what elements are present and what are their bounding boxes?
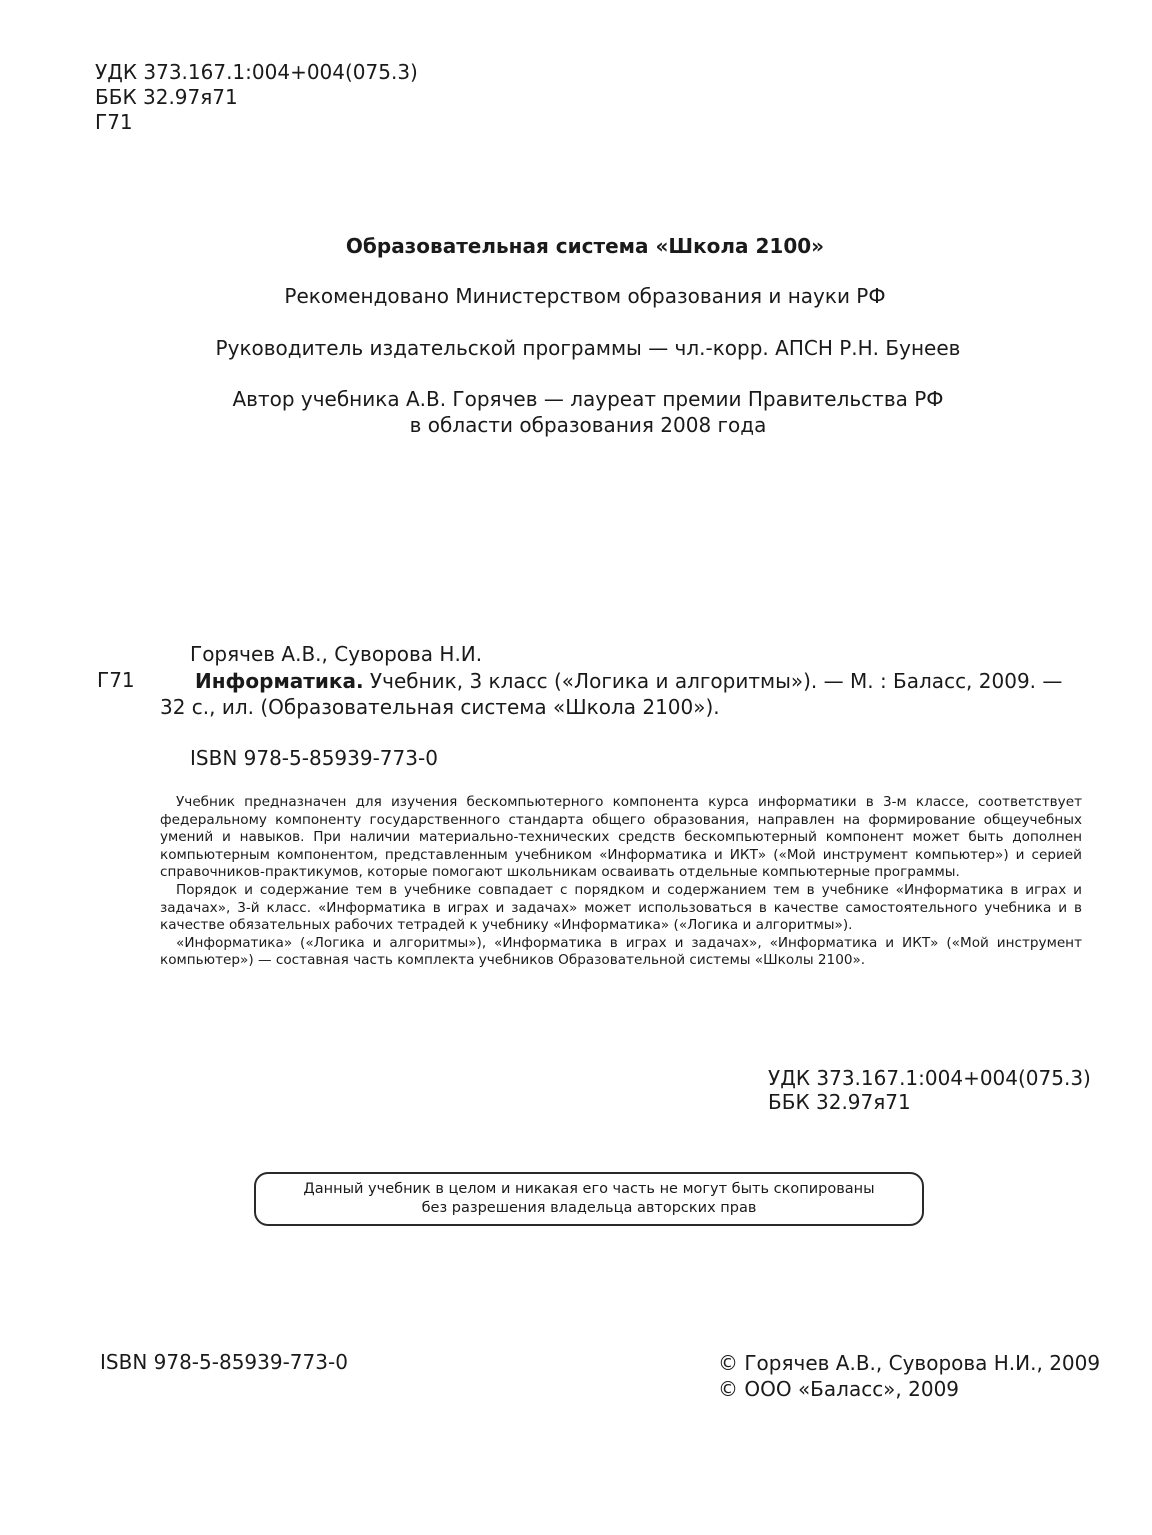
bibliographic-author-mark: Г71 xyxy=(97,668,135,692)
classification-codes xyxy=(768,1066,1091,1114)
author-award-line-2: в области образования 2008 года xyxy=(409,413,767,437)
author-award-block xyxy=(0,386,1152,438)
udk-code: УДК 373.167.1:004+004(075.3) xyxy=(95,60,418,84)
copyright-authors: © Горячев А.В., Суворова Н.И., 2009 xyxy=(718,1351,1101,1375)
series-title: Образовательная система «Школа 2100» xyxy=(345,234,825,258)
book-title: Информатика. xyxy=(195,669,364,693)
bbk-code: ББК 32.97я71 xyxy=(95,85,238,109)
udk-code: УДК 373.167.1:004+004(075.3) xyxy=(768,1066,1091,1090)
copyright-notice-box xyxy=(254,1172,924,1226)
program-director-line: Руководитель издательской программы — чл.-корр. АПСН Р.Н. Бунеев xyxy=(215,336,961,360)
annotation xyxy=(160,794,1082,970)
copyright-notice-line-2: без разрешения владельца авторских прав xyxy=(421,1200,757,1216)
bibliographic-description xyxy=(160,668,1080,720)
footer-copyright xyxy=(718,1350,1100,1402)
bbk-code: ББК 32.97я71 xyxy=(768,1090,911,1114)
footer-isbn: ISBN 978-5-85939-773-0 xyxy=(100,1350,348,1374)
annotation-paragraph: «Информатика» («Логика и алгоритмы»), «Информатика в играх и задачах», «Информатика и ИКТ» («Мой инструмент компьютер») — составная часть комплекта учебников Образовательной системы «Школы 2100». xyxy=(160,934,1082,969)
copyright-publisher: © ООО «Баласс», 2009 xyxy=(718,1377,960,1401)
recommendation-line: Рекомендовано Министерством образования и науки РФ xyxy=(284,284,886,308)
copyright-notice-line-1: Данный учебник в целом и никакая его часть не могут быть скопированы xyxy=(303,1181,875,1197)
author-mark: Г71 xyxy=(95,110,133,134)
annotation-paragraph: Порядок и содержание тем в учебнике совпадает с порядком и содержанием тем в учебнике «Информатика в играх и задачах», 3-й класс. «Информатика в играх и задачах» может использоваться в качестве самостоятельного учебника и в качестве обязательных рабочих тетрадей к учебнику «Информатика» («Логика и алгоритмы»). xyxy=(160,881,1082,934)
book-description: Учебник, 3 класс («Логика и алгоритмы»). — М. : Баласс, 2009. — 32 с., ил. (Образовательная система «Школа 2100»). xyxy=(160,669,1063,719)
bibliographic-isbn: ISBN 978-5-85939-773-0 xyxy=(190,746,438,770)
top-classification-codes xyxy=(95,60,418,135)
bibliographic-authors: Горячев А.В., Суворова Н.И. xyxy=(190,642,483,666)
author-award-line-1: Автор учебника А.В. Горячев — лауреат премии Правительства РФ xyxy=(232,387,944,411)
annotation-paragraph: Учебник предназначен для изучения бескомпьютерного компонента курса информатики в 3-м классе, соответствует федеральному компоненту государственного стандарта общего образования, направлен на формирование общеучебных умений и навыков. При наличии материально-технических средств бескомпьютерный компонент может быть дополнен компьютерным компонентом, представленным учебником «Информатика и ИКТ» («Мой инструмент компьютер») и серией справочников-практикумов, которые помогают школьникам осваивать отдельные компьютерные программы. xyxy=(160,794,1082,881)
